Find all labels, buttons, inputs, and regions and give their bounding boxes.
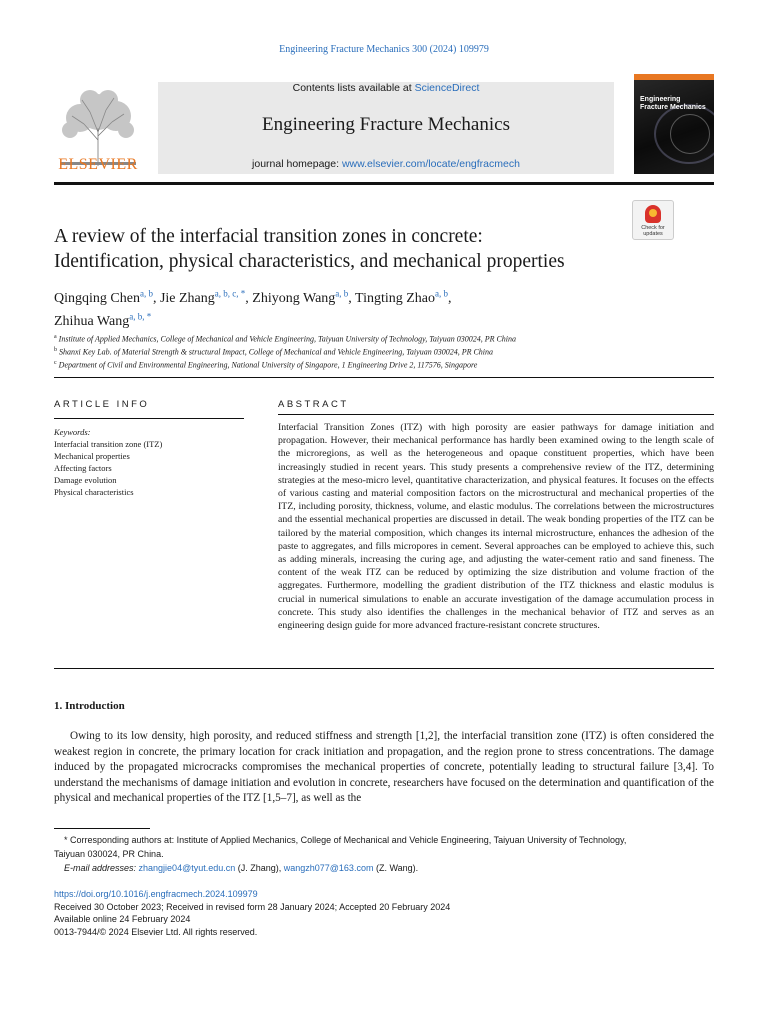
keyword-item: Affecting factors <box>54 463 112 473</box>
author-4[interactable]: Tingting Zhao$^{a, b}$, <box>355 288 452 306</box>
abstract-heading: ABSTRACT <box>278 399 349 410</box>
author-2[interactable]: Jie Zhang$^{a, b, c, *}$, <box>159 288 253 306</box>
journal-title: Engineering Fracture Mechanics <box>262 114 510 135</box>
journal-header <box>54 72 714 180</box>
affiliation-c: $^c$ Department of Civil and Environmental Engineering, National University of Singapore, 1 Engineering Drive 2, 117576, Singapore <box>54 360 478 370</box>
article-metadata <box>54 888 714 938</box>
cover-swirl-inner <box>670 114 710 154</box>
corresponding-line2: Taiyuan 030024, PR China. <box>54 849 164 859</box>
author-5[interactable]: Zhihua Wang$^{a, b, *}$ <box>54 311 152 330</box>
check-updates-icon <box>645 205 661 223</box>
keywords-label: Keywords: <box>54 427 91 437</box>
received-dates: Received 30 October 2023; Received in revised form 28 January 2024; Accepted 20 February 2024 <box>54 901 451 912</box>
check-updates-line1: Check for <box>641 225 665 231</box>
keyword-item: Damage evolution <box>54 475 117 485</box>
check-updates-line2: updates <box>643 231 663 237</box>
affiliations <box>54 332 714 371</box>
journal-homepage-link[interactable]: www.elsevier.com/locate/engfracmech <box>341 158 520 170</box>
corresponding-line1: * Corresponding authors at: Institute of Applied Mechanics, College of Mechanical and Vehicle Engineering, Taiyuan University of Technology, <box>64 835 627 845</box>
corresponding-author-footnote <box>54 833 714 875</box>
article-info-heading: ARTICLE INFO <box>54 399 150 410</box>
article-title: A review of the interfacial transition zones in concrete: Identification, physical characteristics, and mechanical properties <box>54 226 565 272</box>
article-info-divider <box>54 418 244 419</box>
doi-link[interactable]: https://doi.org/10.1016/j.engfracmech.2024.109979 <box>54 889 258 899</box>
email-line: E-mail addresses: zhangjie04@tyut.edu.cn (J. Zhang), wangzh077@163.com (Z. Wang). <box>64 863 419 873</box>
email-link-wang[interactable]: wangzh077@163.com <box>283 863 374 873</box>
sciencedirect-link[interactable]: ScienceDirect <box>414 82 480 94</box>
elsevier-logo-text: ELSEVIER <box>58 156 138 173</box>
email-link-zhang[interactable]: zhangjie04@tyut.edu.cn <box>138 863 236 873</box>
journal-homepage-line: journal homepage: www.elsevier.com/locate/engfracmech <box>252 158 520 170</box>
cover-accent-bar <box>634 74 714 80</box>
affiliation-a: $^a$ Institute of Applied Mechanics, College of Mechanical and Vehicle Engineering, Taiyuan University of Technology, Taiyuan 030024, PR China <box>54 334 517 344</box>
affiliation-b: $^b$ Shanxi Key Lab. of Material Strength & structural Impact, College of Mechanical and Vehicle Engineering, Taiyuan 030024, PR China <box>54 347 494 357</box>
introduction-paragraph: Owing to its low density, high porosity, and reduced stiffness and strength [1,2], the interfacial transition zone (ITZ) is often considered the weakest region in concrete, the primary location for crack initiation and propagation, and the region prone to stress concentrations. The damage induced by the propagated microcracks compromises the mechanical properties of concrete, potentially leading to structural failure [3,4]. To understand the mechanisms of damage initiation and evolution in concrete, researchers have focused on the determination and quantification of the physical and mechanical properties of the ITZ [1,5–7], as well as the <box>54 730 714 805</box>
journal-cover-image[interactable] <box>634 74 714 174</box>
copyright: 0013-7944/© 2024 Elsevier Ltd. All rights reserved. <box>54 926 258 937</box>
abstract-divider <box>278 414 714 415</box>
abstract-end-divider <box>54 668 714 669</box>
section-heading-introduction: 1. Introduction <box>54 700 125 712</box>
footnote-divider <box>54 828 150 829</box>
keyword-item: Mechanical properties <box>54 451 130 461</box>
keywords-block <box>54 426 244 498</box>
journal-citation[interactable]: Engineering Fracture Mechanics 300 (2024) 109979 <box>279 44 489 55</box>
check-for-updates-button[interactable] <box>632 200 674 240</box>
keyword-item: Physical characteristics <box>54 487 134 497</box>
affiliation-divider <box>54 377 714 378</box>
author-list <box>54 284 674 331</box>
available-online: Available online 24 February 2024 <box>54 914 191 924</box>
contents-line: Contents lists available at ScienceDirect <box>292 82 480 94</box>
author-1[interactable]: Qingqing Chen$^{a, b}$, <box>54 288 160 306</box>
header-divider <box>54 182 714 185</box>
abstract-text: Interfacial Transition Zones (ITZ) with high porosity are easier pathways for damage initiation and propagation. However, their mechanical performance has hardly been examined owing to the length scale of the microregions, as well as the heterogeneous and opaque constituent properties, which have been increasingly studied in recent years. This study presents a comprehensive review of the ITZ, determining strategies at the meso-micro level, quantitative characterization, and physical features. It focuses on the effects of various casting and material composition factors on the microstructural and mechanical properties of the ITZ, including porosity, thickness, volume, and elastic modulus. The correlations between the microstructures and the essential mechanical properties are discussed in detail. The weak bonding properties of the ITZ can be tailored by the material composition, which changes its internal microstructure, enhances the adhesion of the paste to aggregates, and fills micropores in cement. Several approaches can be employed to achieve this, such as adding minerals, increasing the curing age, and adjusting the water-cement ratio and sand fineness. The content of the weak ITZ can be reduced by optimizing the size distribution and volume fraction of the aggregates. Furthermore, modelling the gradient distribution of the ITZ thickness and elastic modulus is crucial in numerical simulations to enable an accurate investigation of the damage accumulation process in concrete. This study also identifies the challenges in the mechanical behavior of ITZ and serves as an engineering design guide for more advanced fracture-resistant concrete structures. <box>278 422 714 632</box>
cover-title: Engineering Fracture Mechanics <box>640 96 706 111</box>
keyword-item: Interfacial transition zone (ITZ) <box>54 439 163 449</box>
author-3[interactable]: Zhiyong Wang$^{a, b}$, <box>252 288 356 306</box>
journal-banner <box>158 82 614 174</box>
